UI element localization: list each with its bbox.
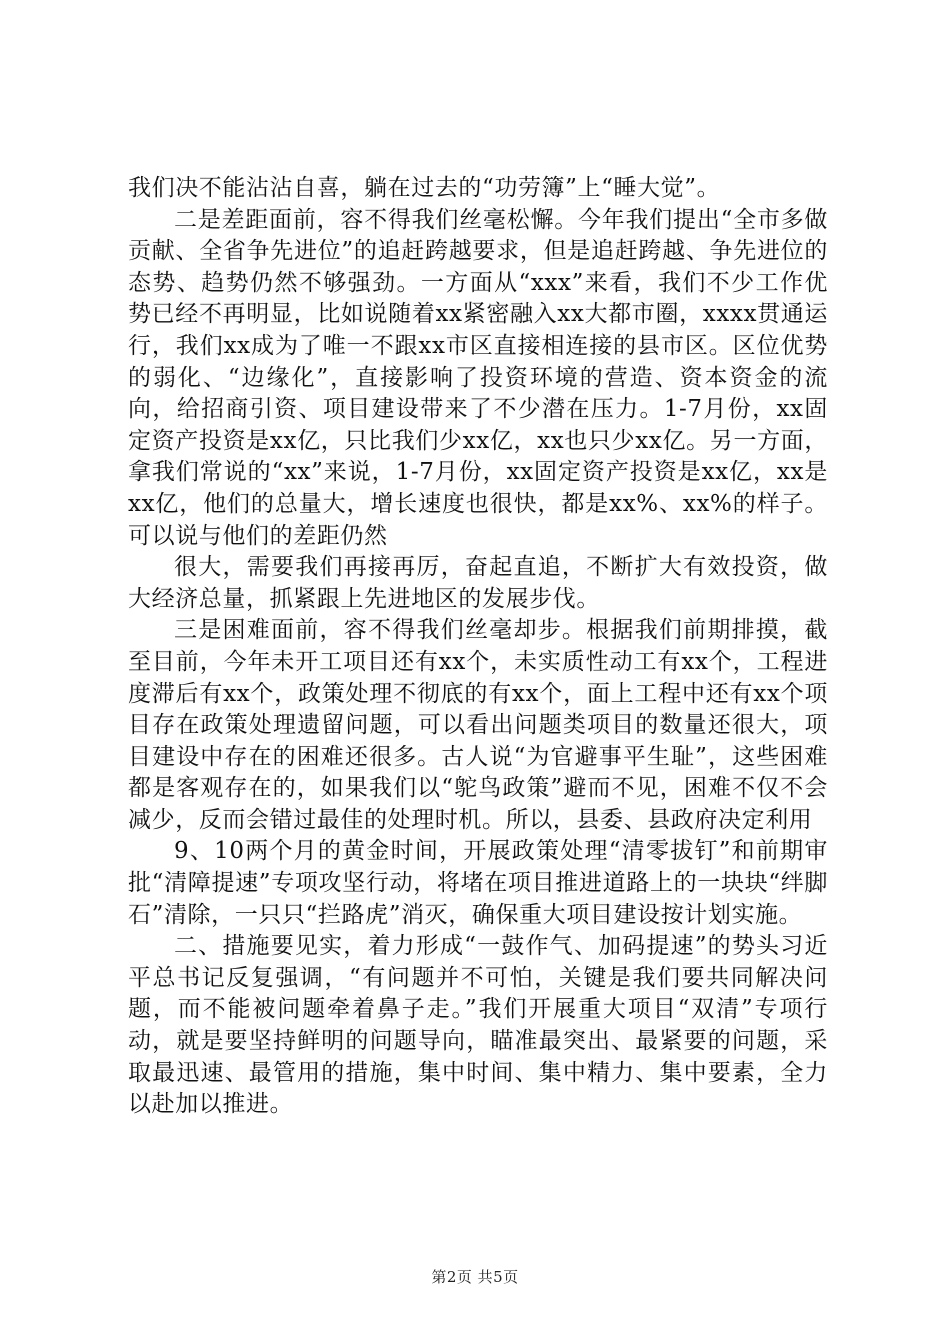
paragraph-2: 二是差距面前，容不得我们丝毫松懈。今年我们提出“全市多做贡献、全省争先进位”的追赶跨越要求，但是追赶跨越、争先进位的态势、趋势仍然不够强劲。一方面从“xxx”来看，我们不少工作优势已经不再明显，比如说随着xx紧密融入xx大都市圈，xxxx贯通运行，我们xx成为了唯一不跟xx市区直接相连接的县市区。区位优势的弱化、“边缘化”，直接影响了投资环境的营造、资本资金的流向，给招商引资、项目建设带来了不少潜在压力。1-7月份，xx固定资产投资是xx亿，只比我们少xx亿，xx也只少xx亿。另一方面，拿我们常说的“xx”来说，1-7月份，xx固定资产投资是xx亿，xx是xx亿，他们的总量大，增长速度也很快，都是xx%、xx%的样子。可以说与他们的差距仍然 — [128, 206, 828, 549]
paragraph-1: 我们决不能沾沾自喜，躺在过去的“功劳簿”上“睡大觉”。 — [128, 175, 721, 201]
paragraph-6: 二、措施要见实，着力形成“一鼓作气、加码提速”的势头习近平总书记反复强调，“有问题并不可怕，关键是我们要共同解决问题，而不能被问题牵着鼻子走。”我们开展重大项目“双清”专项行动，就是要坚持鲜明的问题导向，瞄准最突出、最紧要的问题，采取最迅速、最管用的措施，集中时间、集中精力、集中要素，全力以赴加以推进。 — [128, 933, 828, 1118]
page-number-footer: 第2页 共5页 — [431, 1268, 519, 1286]
paragraph-3: 很大，需要我们再接再厉，奋起直追，不断扩大有效投资，做大经济总量，抓紧跟上先进地区的发展步伐。 — [128, 554, 828, 612]
paragraph-5: 9、10两个月的黄金时间，开展政策处理“清零拔钉”和前期审批“清障提速”专项攻坚行动，将堵在项目推进道路上的一块块“绊脚石”清除，一只只“拦路虎”消灭，确保重大项目建设按计划实施。 — [128, 838, 828, 928]
paragraph-4: 三是困难面前，容不得我们丝毫却步。根据我们前期排摸，截至目前，今年未开工项目还有xx个，未实质性动工有xx个，工程进度滞后有xx个，政策处理不彻底的有xx个，面上工程中还有xx个项目存在政策处理遗留问题，可以看出问题类项目的数量还很大，项目建设中存在的困难还很多。古人说“为官避事平生耻”，这些困难都是客观存在的，如果我们以“鸵鸟政策”避而不见，困难不仅不会减少，反而会错过最佳的处理时机。所以，县委、县政府决定利用 — [128, 617, 828, 833]
document-body — [128, 173, 828, 1121]
